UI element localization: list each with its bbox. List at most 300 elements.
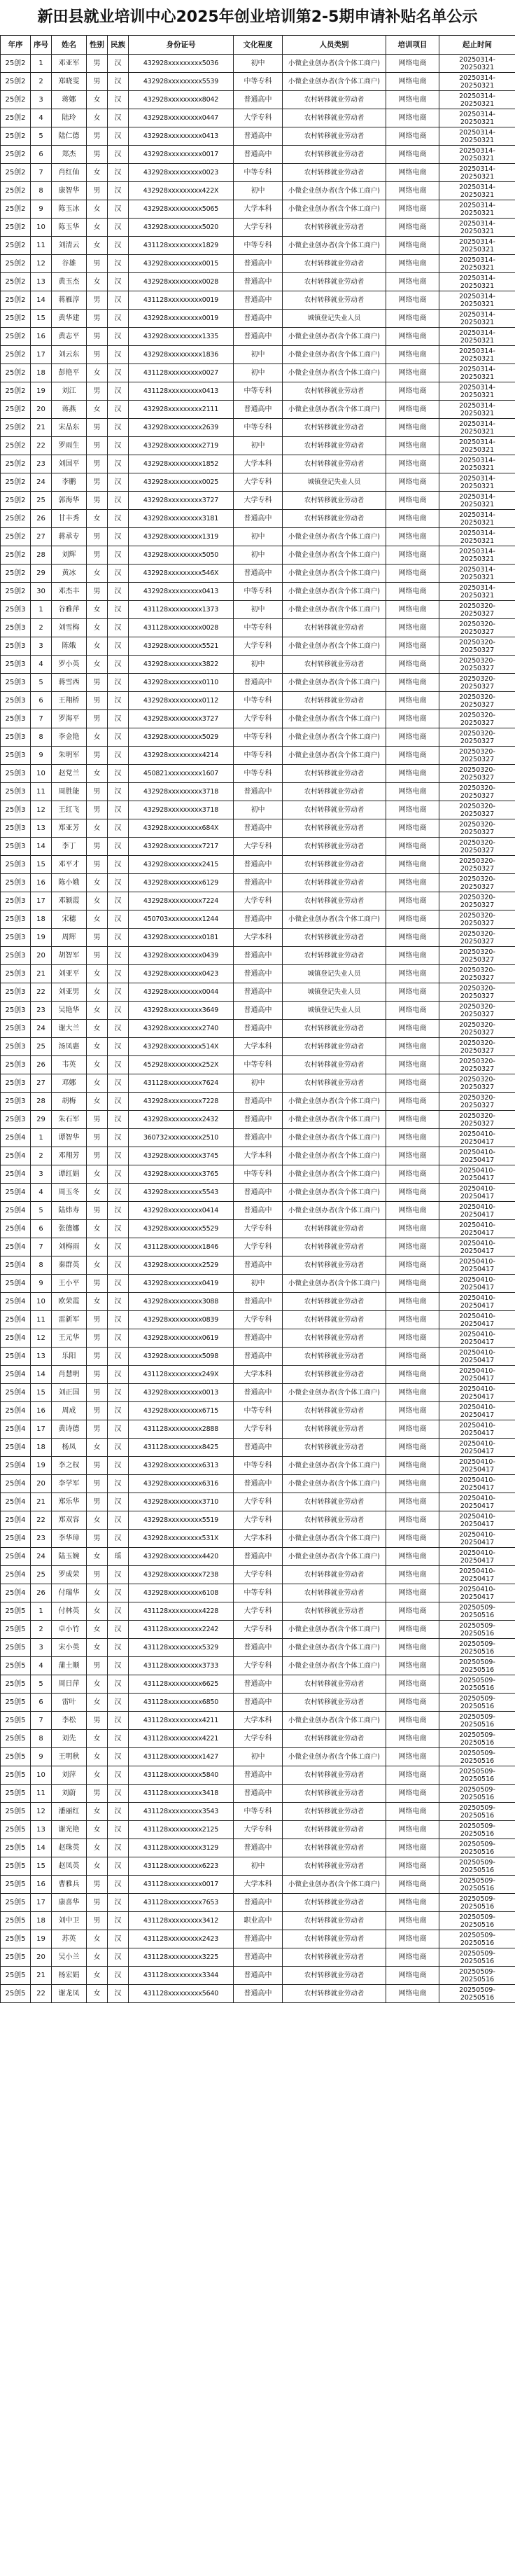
table-row — [1, 1621, 515, 1639]
cell-category: 农村转移就业劳动者 — [283, 692, 386, 710]
cell-education: 大学专科 — [234, 1493, 283, 1511]
cell-education: 初中 — [234, 55, 283, 73]
table-row — [1, 783, 515, 801]
table-row — [1, 1311, 515, 1329]
cell-gender: 男 — [87, 710, 108, 728]
cell-category: 农村转移就业劳动者 — [283, 255, 386, 273]
cell-name: 赵党兰 — [52, 765, 87, 783]
cell-year-seq: 25创2 — [1, 437, 31, 455]
cell-ethnicity: 汉 — [108, 674, 129, 692]
cell-year-seq: 25创2 — [1, 328, 31, 346]
cell-category: 小微企业创办者(含个体工商户) — [283, 1165, 386, 1184]
cell-date-range: 20250410- 20250417 — [439, 1384, 515, 1402]
cell-date-range: 20250314- 20250321 — [439, 565, 515, 583]
cell-year-seq: 25创3 — [1, 910, 31, 929]
cell-category: 城镇登记失业人员 — [283, 983, 386, 1002]
cell-education: 中等专科 — [234, 765, 283, 783]
cell-ethnicity: 汉 — [108, 1129, 129, 1147]
cell-year-seq: 25创5 — [1, 1985, 31, 2003]
cell-ethnicity: 汉 — [108, 1475, 129, 1493]
cell-category: 小微企业创办者(含个体工商户) — [283, 1129, 386, 1147]
table-row — [1, 747, 515, 765]
cell-id-number: 432928xxxxxxxxx4214 — [129, 747, 234, 765]
cell-project: 网络电商 — [386, 1348, 439, 1366]
cell-name: 李华璋 — [52, 1530, 87, 1548]
cell-year-seq: 25创4 — [1, 1256, 31, 1275]
cell-year-seq: 25创3 — [1, 892, 31, 910]
cell-ethnicity: 汉 — [108, 310, 129, 328]
cell-gender: 男 — [87, 1275, 108, 1293]
cell-category: 小微企业创办者(含个体工商户) — [283, 1475, 386, 1493]
cell-education: 大学专科 — [234, 1420, 283, 1439]
cell-name: 刘正国 — [52, 1384, 87, 1402]
cell-id-number: 431128xxxxxxxxx2423 — [129, 1930, 234, 1948]
table-row — [1, 1584, 515, 1602]
cell-gender: 男 — [87, 1384, 108, 1402]
cell-education: 大学专科 — [234, 109, 283, 127]
cell-category: 农村转移就业劳动者 — [283, 1493, 386, 1511]
cell-project: 网络电商 — [386, 127, 439, 146]
cell-name: 蒋雁淳 — [52, 291, 87, 310]
cell-education: 普通高中 — [234, 856, 283, 874]
cell-project: 网络电商 — [386, 1821, 439, 1839]
table-row — [1, 255, 515, 273]
cell-category: 农村转移就业劳动者 — [283, 1803, 386, 1821]
cell-ethnicity: 汉 — [108, 1803, 129, 1821]
cell-education: 普通高中 — [234, 983, 283, 1002]
cell-ethnicity: 汉 — [108, 291, 129, 310]
cell-date-range: 20250314- 20250321 — [439, 182, 515, 200]
cell-year-seq: 25创2 — [1, 73, 31, 91]
cell-date-range: 20250314- 20250321 — [439, 146, 515, 164]
table-row — [1, 146, 515, 164]
cell-education: 普通高中 — [234, 1694, 283, 1712]
cell-gender: 男 — [87, 1111, 108, 1129]
cell-education: 大学专科 — [234, 492, 283, 510]
cell-ethnicity: 汉 — [108, 965, 129, 983]
cell-project: 网络电商 — [386, 1857, 439, 1876]
cell-gender: 男 — [87, 783, 108, 801]
cell-name: 蒋燕 — [52, 401, 87, 419]
cell-date-range: 20250314- 20250321 — [439, 310, 515, 328]
table-row — [1, 1038, 515, 1056]
cell-date-range: 20250320- 20250327 — [439, 856, 515, 874]
cell-date-range: 20250410- 20250417 — [439, 1329, 515, 1348]
table-row — [1, 1876, 515, 1894]
cell-gender: 女 — [87, 1748, 108, 1766]
cell-project: 网络电商 — [386, 1894, 439, 1912]
cell-project: 网络电商 — [386, 1712, 439, 1730]
table-row — [1, 1857, 515, 1876]
cell-category: 农村转移就业劳动者 — [283, 1948, 386, 1967]
cell-id-number: 432928xxxxxxxxx0013 — [129, 1384, 234, 1402]
cell-project: 网络电商 — [386, 1184, 439, 1202]
cell-name: 赵凤英 — [52, 1857, 87, 1876]
cell-project: 网络电商 — [386, 728, 439, 747]
cell-year-seq: 25创2 — [1, 473, 31, 492]
cell-seq: 9 — [31, 747, 52, 765]
cell-gender: 女 — [87, 656, 108, 674]
cell-ethnicity: 汉 — [108, 1857, 129, 1876]
cell-gender: 女 — [87, 1002, 108, 1020]
cell-date-range: 20250314- 20250321 — [439, 219, 515, 237]
cell-year-seq: 25创5 — [1, 1748, 31, 1766]
cell-id-number: 432928xxxxxxxxx1319 — [129, 528, 234, 546]
cell-category: 小微企业创办者(含个体工商户) — [283, 583, 386, 601]
cell-year-seq: 25创2 — [1, 528, 31, 546]
cell-education: 大学本科 — [234, 1876, 283, 1894]
table-row — [1, 1202, 515, 1220]
table-row — [1, 1930, 515, 1948]
table-row — [1, 801, 515, 819]
cell-gender: 男 — [87, 73, 108, 91]
cell-category: 农村转移就业劳动者 — [283, 127, 386, 146]
cell-gender: 女 — [87, 1439, 108, 1457]
cell-name: 蒋雪西 — [52, 674, 87, 692]
cell-project: 网络电商 — [386, 1056, 439, 1074]
cell-seq: 11 — [31, 1785, 52, 1803]
cell-category: 农村转移就业劳动者 — [283, 1602, 386, 1621]
table-row — [1, 1821, 515, 1839]
cell-project: 网络电商 — [386, 182, 439, 200]
cell-date-range: 20250320- 20250327 — [439, 1111, 515, 1129]
cell-project: 网络电商 — [386, 601, 439, 619]
cell-id-number: 432928xxxxxxxxx3745 — [129, 1147, 234, 1165]
cell-ethnicity: 汉 — [108, 1165, 129, 1184]
cell-name: 刘清云 — [52, 237, 87, 255]
cell-seq: 22 — [31, 1511, 52, 1530]
cell-project: 网络电商 — [386, 1457, 439, 1475]
cell-name: 秦群英 — [52, 1256, 87, 1275]
cell-ethnicity: 汉 — [108, 1639, 129, 1657]
cell-project: 网络电商 — [386, 801, 439, 819]
cell-id-number: 431128xxxxxxxxx7653 — [129, 1894, 234, 1912]
cell-project: 网络电商 — [386, 1639, 439, 1657]
header-year-seq: 年序 — [1, 36, 31, 55]
cell-id-number: 432928xxxxxxxxx0181 — [129, 929, 234, 947]
table-row — [1, 619, 515, 637]
cell-gender: 女 — [87, 1930, 108, 1948]
cell-gender: 女 — [87, 91, 108, 109]
cell-date-range: 20250320- 20250327 — [439, 728, 515, 747]
cell-date-range: 20250320- 20250327 — [439, 674, 515, 692]
cell-project: 网络电商 — [386, 546, 439, 565]
cell-education: 初中 — [234, 546, 283, 565]
table-row — [1, 219, 515, 237]
cell-project: 网络电商 — [386, 1366, 439, 1384]
header-training-project: 培训项目 — [386, 36, 439, 55]
cell-year-seq: 25创5 — [1, 1930, 31, 1948]
table-row — [1, 965, 515, 983]
cell-ethnicity: 汉 — [108, 1712, 129, 1730]
table-row — [1, 182, 515, 200]
cell-name: 朱石军 — [52, 1111, 87, 1129]
cell-ethnicity: 汉 — [108, 1967, 129, 1985]
cell-project: 网络电商 — [386, 892, 439, 910]
cell-id-number: 431128xxxxxxxxx1829 — [129, 237, 234, 255]
table-row — [1, 765, 515, 783]
cell-seq: 10 — [31, 765, 52, 783]
cell-education: 大学本科 — [234, 1038, 283, 1056]
cell-category: 农村转移就业劳动者 — [283, 1348, 386, 1366]
cell-ethnicity: 汉 — [108, 728, 129, 747]
cell-id-number: 432928xxxxxxxxx0023 — [129, 164, 234, 182]
cell-ethnicity: 汉 — [108, 528, 129, 546]
cell-date-range: 20250314- 20250321 — [439, 382, 515, 401]
cell-seq: 5 — [31, 127, 52, 146]
cell-date-range: 20250320- 20250327 — [439, 765, 515, 783]
cell-date-range: 20250410- 20250417 — [439, 1366, 515, 1384]
cell-name: 卓小竹 — [52, 1621, 87, 1639]
cell-gender: 男 — [87, 1420, 108, 1439]
cell-date-range: 20250410- 20250417 — [439, 1311, 515, 1329]
cell-id-number: 432928xxxxxxxxx5036 — [129, 55, 234, 73]
table-row — [1, 1002, 515, 1020]
cell-education: 大学本科 — [234, 1147, 283, 1165]
cell-seq: 4 — [31, 656, 52, 674]
cell-id-number: 432928xxxxxxxxx3727 — [129, 710, 234, 728]
cell-year-seq: 25创2 — [1, 237, 31, 255]
cell-ethnicity: 汉 — [108, 692, 129, 710]
cell-gender: 女 — [87, 1639, 108, 1657]
cell-date-range: 20250509- 20250516 — [439, 1785, 515, 1803]
cell-category: 农村转移就业劳动者 — [283, 1020, 386, 1038]
cell-project: 网络电商 — [386, 1074, 439, 1093]
cell-year-seq: 25创4 — [1, 1184, 31, 1202]
cell-name: 韦英 — [52, 1056, 87, 1074]
cell-name: 雷新军 — [52, 1311, 87, 1329]
cell-seq: 8 — [31, 728, 52, 747]
cell-ethnicity: 汉 — [108, 1621, 129, 1639]
cell-gender: 女 — [87, 1675, 108, 1694]
cell-name: 黄冰 — [52, 565, 87, 583]
cell-id-number: 432928xxxxxxxxx7217 — [129, 838, 234, 856]
cell-ethnicity: 汉 — [108, 1238, 129, 1256]
header-id-number: 身份证号 — [129, 36, 234, 55]
cell-seq: 7 — [31, 164, 52, 182]
cell-year-seq: 25创2 — [1, 109, 31, 127]
cell-year-seq: 25创4 — [1, 1439, 31, 1457]
cell-category: 小微企业创办者(含个体工商户) — [283, 1530, 386, 1548]
cell-gender: 男 — [87, 1566, 108, 1584]
cell-name: 汤凤惠 — [52, 1038, 87, 1056]
cell-date-range: 20250320- 20250327 — [439, 965, 515, 983]
cell-date-range: 20250314- 20250321 — [439, 528, 515, 546]
cell-category: 农村转移就业劳动者 — [283, 947, 386, 965]
table-row — [1, 1129, 515, 1147]
table-row — [1, 91, 515, 109]
cell-project: 网络电商 — [386, 1402, 439, 1420]
cell-education: 大学专科 — [234, 1821, 283, 1839]
cell-project: 网络电商 — [386, 1384, 439, 1402]
cell-ethnicity: 汉 — [108, 1457, 129, 1475]
cell-id-number: 432928xxxxxxxxx7238 — [129, 1566, 234, 1584]
cell-year-seq: 25创4 — [1, 1348, 31, 1366]
cell-category: 小微企业创办者(含个体工商户) — [283, 1712, 386, 1730]
cell-name: 胡梅 — [52, 1093, 87, 1111]
cell-category: 小微企业创办者(含个体工商户) — [283, 1548, 386, 1566]
table-row — [1, 1985, 515, 2003]
cell-id-number: 432928xxxxxxxxx1335 — [129, 328, 234, 346]
cell-project: 网络电商 — [386, 164, 439, 182]
cell-date-range: 20250410- 20250417 — [439, 1220, 515, 1238]
cell-category: 农村转移就业劳动者 — [283, 1038, 386, 1056]
cell-gender: 男 — [87, 1366, 108, 1384]
cell-education: 中等专科 — [234, 1165, 283, 1184]
cell-id-number: 431128xxxxxxxxx0027 — [129, 364, 234, 382]
cell-education: 中等专科 — [234, 619, 283, 637]
cell-project: 网络电商 — [386, 819, 439, 838]
cell-category: 农村转移就业劳动者 — [283, 164, 386, 182]
cell-category: 农村转移就业劳动者 — [283, 1256, 386, 1275]
cell-name: 陈玉冰 — [52, 200, 87, 219]
cell-ethnicity: 汉 — [108, 1329, 129, 1348]
cell-name: 吴艳华 — [52, 1002, 87, 1020]
cell-date-range: 20250320- 20250327 — [439, 601, 515, 619]
cell-date-range: 20250320- 20250327 — [439, 692, 515, 710]
table-row — [1, 1803, 515, 1821]
header-gender: 性别 — [87, 36, 108, 55]
cell-category: 农村转移就业劳动者 — [283, 765, 386, 783]
cell-project: 网络电商 — [386, 437, 439, 455]
cell-id-number: 432928xxxxxxxxx3710 — [129, 1493, 234, 1511]
cell-date-range: 20250509- 20250516 — [439, 1602, 515, 1621]
cell-year-seq: 25创3 — [1, 692, 31, 710]
cell-gender: 男 — [87, 1657, 108, 1675]
cell-gender: 女 — [87, 1985, 108, 2003]
cell-education: 普通高中 — [234, 1766, 283, 1785]
cell-project: 网络电商 — [386, 1238, 439, 1256]
cell-gender: 女 — [87, 1857, 108, 1876]
cell-ethnicity: 汉 — [108, 929, 129, 947]
cell-date-range: 20250509- 20250516 — [439, 1712, 515, 1730]
cell-date-range: 20250509- 20250516 — [439, 1675, 515, 1694]
cell-id-number: 432928xxxxxxxxx6316 — [129, 1475, 234, 1493]
cell-ethnicity: 汉 — [108, 1493, 129, 1511]
cell-year-seq: 25创4 — [1, 1530, 31, 1548]
cell-education: 大学本科 — [234, 1530, 283, 1548]
cell-education: 大学本科 — [234, 455, 283, 473]
cell-education: 中等专科 — [234, 1457, 283, 1475]
cell-seq: 27 — [31, 528, 52, 546]
cell-project: 网络电商 — [386, 874, 439, 892]
table-row — [1, 583, 515, 601]
cell-id-number: 432928xxxxxxxxx0413 — [129, 127, 234, 146]
cell-education: 初中 — [234, 601, 283, 619]
cell-ethnicity: 汉 — [108, 1402, 129, 1420]
cell-seq: 8 — [31, 1730, 52, 1748]
cell-project: 网络电商 — [386, 1129, 439, 1147]
cell-gender: 女 — [87, 601, 108, 619]
cell-education: 中等专科 — [234, 1584, 283, 1602]
cell-date-range: 20250509- 20250516 — [439, 1748, 515, 1766]
cell-category: 小微企业创办者(含个体工商户) — [283, 1111, 386, 1129]
cell-ethnicity: 汉 — [108, 164, 129, 182]
cell-id-number: 432928xxxxxxxxx2529 — [129, 1256, 234, 1275]
table-row — [1, 437, 515, 455]
table-row — [1, 1147, 515, 1165]
table-row — [1, 856, 515, 874]
cell-education: 大学本科 — [234, 1712, 283, 1730]
cell-seq: 9 — [31, 200, 52, 219]
cell-project: 网络电商 — [386, 382, 439, 401]
cell-ethnicity: 汉 — [108, 1948, 129, 1967]
cell-seq: 19 — [31, 382, 52, 401]
cell-category: 城镇登记失业人员 — [283, 473, 386, 492]
table-row — [1, 819, 515, 838]
cell-year-seq: 25创3 — [1, 965, 31, 983]
cell-ethnicity: 汉 — [108, 1275, 129, 1293]
cell-name: 李之权 — [52, 1457, 87, 1475]
cell-date-range: 20250410- 20250417 — [439, 1530, 515, 1548]
cell-year-seq: 25创2 — [1, 583, 31, 601]
cell-category: 农村转移就业劳动者 — [283, 1730, 386, 1748]
cell-project: 网络电商 — [386, 492, 439, 510]
table-row — [1, 1293, 515, 1311]
cell-category: 小微企业创办者(含个体工商户) — [283, 1657, 386, 1675]
cell-project: 网络电商 — [386, 1748, 439, 1766]
cell-id-number: 431128xxxxxxxxx1373 — [129, 601, 234, 619]
table-row — [1, 1020, 515, 1038]
cell-project: 网络电商 — [386, 455, 439, 473]
cell-project: 网络电商 — [386, 255, 439, 273]
cell-name: 陈娥 — [52, 637, 87, 656]
cell-year-seq: 25创2 — [1, 55, 31, 73]
cell-seq: 17 — [31, 892, 52, 910]
cell-project: 网络电商 — [386, 1256, 439, 1275]
cell-id-number: 432928xxxxxxxxx3765 — [129, 1165, 234, 1184]
header-personnel-category: 人员类别 — [283, 36, 386, 55]
cell-seq: 23 — [31, 1530, 52, 1548]
cell-id-number: 431128xxxxxxxxx1427 — [129, 1748, 234, 1766]
cell-ethnicity: 汉 — [108, 892, 129, 910]
cell-name: 罗海平 — [52, 710, 87, 728]
cell-id-number: 431128xxxxxxxxx6625 — [129, 1675, 234, 1694]
cell-year-seq: 25创3 — [1, 1020, 31, 1038]
cell-seq: 18 — [31, 364, 52, 382]
cell-date-range: 20250509- 20250516 — [439, 1894, 515, 1912]
cell-seq: 20 — [31, 1948, 52, 1967]
cell-year-seq: 25创2 — [1, 492, 31, 510]
table-row — [1, 1184, 515, 1202]
cell-year-seq: 25创3 — [1, 856, 31, 874]
cell-year-seq: 25创3 — [1, 1093, 31, 1111]
cell-year-seq: 25创2 — [1, 310, 31, 328]
cell-education: 初中 — [234, 1074, 283, 1093]
cell-gender: 男 — [87, 583, 108, 601]
cell-seq: 26 — [31, 510, 52, 528]
cell-project: 网络电商 — [386, 1002, 439, 1020]
cell-gender: 女 — [87, 1621, 108, 1639]
cell-category: 农村转移就业劳动者 — [283, 783, 386, 801]
cell-education: 中等专科 — [234, 1056, 283, 1074]
table-header — [1, 36, 515, 55]
cell-name: 李金艳 — [52, 728, 87, 747]
cell-id-number: 432928xxxxxxxxx6715 — [129, 1402, 234, 1420]
cell-category: 小微企业创办者(含个体工商户) — [283, 546, 386, 565]
cell-date-range: 20250509- 20250516 — [439, 1948, 515, 1967]
cell-education: 普通高中 — [234, 1785, 283, 1803]
cell-id-number: 431128xxxxxxxxx8425 — [129, 1439, 234, 1457]
cell-seq: 17 — [31, 346, 52, 364]
cell-date-range: 20250509- 20250516 — [439, 1730, 515, 1748]
cell-education: 大学本科 — [234, 1366, 283, 1384]
cell-ethnicity: 汉 — [108, 73, 129, 91]
table-row — [1, 656, 515, 674]
cell-education: 大学专科 — [234, 892, 283, 910]
cell-date-range: 20250320- 20250327 — [439, 910, 515, 929]
cell-gender: 女 — [87, 1056, 108, 1074]
